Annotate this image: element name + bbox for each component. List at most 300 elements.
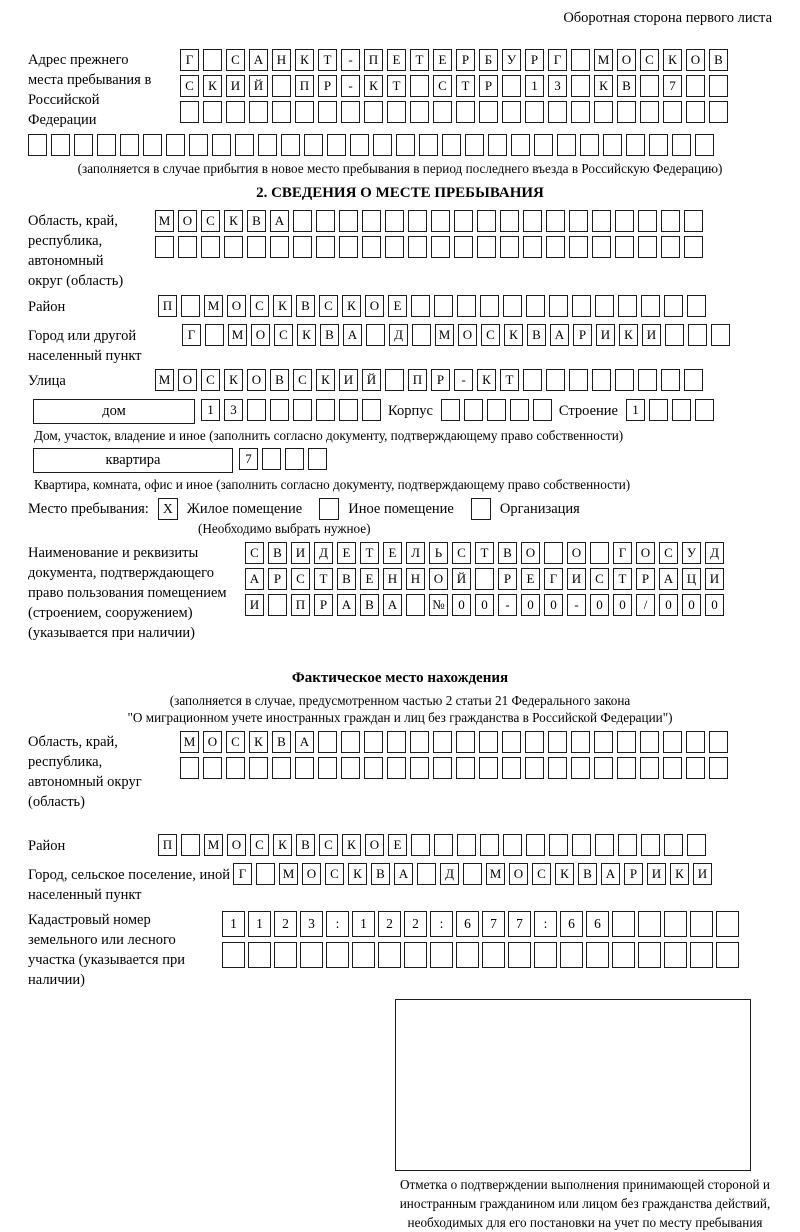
char-cell [695,134,714,156]
char-cell [456,757,475,779]
char-cell [387,731,406,753]
organization-checkbox [471,498,491,520]
char-cell [364,731,383,753]
char-cell [457,834,476,856]
char-cell: П [295,75,314,97]
char-cell: В [268,542,287,564]
char-cell [249,757,268,779]
char-cell [387,101,406,123]
char-cell [665,324,684,346]
char-cell [431,236,450,258]
other-premises-checkbox [319,498,339,520]
char-cell [684,236,703,258]
char-cell [406,594,425,616]
street-row [28,369,772,395]
char-cell: С [433,75,452,97]
char-cell: 6 [586,911,609,937]
cadastral-row-1 [222,911,772,942]
char-cell [281,134,300,156]
char-cell: О [365,834,384,856]
char-cell [592,369,611,391]
char-cell: - [341,49,360,71]
char-cell [686,101,705,123]
stroenie-label: Строение [558,403,618,419]
cadastral-row-2 [222,942,772,973]
char-cell [612,911,635,937]
char-cell [664,295,683,317]
char-cell [479,731,498,753]
char-cell: Т [410,49,429,71]
char-cell [580,134,599,156]
char-cell [595,295,614,317]
char-cell: А [245,568,264,590]
char-cell [308,448,327,470]
char-cell [592,210,611,232]
char-cell: И [245,594,264,616]
char-cell: П [158,295,177,317]
char-cell [709,757,728,779]
char-cell [441,399,460,421]
char-cell [274,942,297,968]
char-cell: А [550,324,569,346]
char-cell [569,210,588,232]
char-cell [212,134,231,156]
char-cell: М [279,863,298,885]
char-cell: 6 [560,911,583,937]
city-label: Город или другой населенный пункт [28,328,142,364]
char-cell [571,49,590,71]
char-cell [181,834,200,856]
char-cell: О [365,295,384,317]
char-cell [180,757,199,779]
char-cell [51,134,70,156]
char-cell [672,134,691,156]
char-cell [295,101,314,123]
char-cell [640,75,659,97]
char-cell [456,731,475,753]
char-cell [247,236,266,258]
char-cell [318,101,337,123]
char-cell [557,134,576,156]
char-cell: К [619,324,638,346]
char-cell [456,942,479,968]
char-cell [618,295,637,317]
char-cell: О [521,542,540,564]
char-cell [339,236,358,258]
char-cell: Р [268,568,287,590]
char-cell: О [203,731,222,753]
char-cell [341,757,360,779]
char-cell [615,210,634,232]
char-cell: И [642,324,661,346]
char-cell: С [319,295,338,317]
char-cell: 1 [201,399,220,421]
char-cell: С [640,49,659,71]
char-cell: К [224,210,243,232]
char-cell [687,834,706,856]
char-cell: Р [431,369,450,391]
char-cell: П [364,49,383,71]
char-cell: О [227,295,246,317]
char-cell: Р [636,568,655,590]
char-cell [549,295,568,317]
char-cell: П [291,594,310,616]
district3-row [28,834,772,860]
char-cell [510,399,529,421]
char-cell: О [429,568,448,590]
residential-option-label: Жилое помещение [186,500,303,517]
char-cell: Г [180,49,199,71]
other-premises-option-label: Иное помещение [348,500,454,517]
char-cell [268,594,287,616]
prev-address-row-2 [180,75,772,101]
house-caption: Дом, участок, владение и иное (заполнить согласно документу, подтверждающему право собственности) [34,428,624,443]
korpus-label: Корпус [388,403,433,419]
char-cell [201,236,220,258]
char-cell: 1 [352,911,375,937]
char-cell [595,834,614,856]
char-cell: Н [272,49,291,71]
char-cell [663,731,682,753]
char-cell [586,942,609,968]
char-cell [143,134,162,156]
char-cell: - [454,369,473,391]
char-cell [525,101,544,123]
char-cell [487,399,506,421]
street-cells [155,369,707,395]
char-cell: Е [387,49,406,71]
char-cell [203,101,222,123]
char-cell [638,942,661,968]
char-cell: Д [314,542,333,564]
char-cell [546,236,565,258]
char-cell: Т [360,542,379,564]
char-cell [548,757,567,779]
char-cell: С [590,568,609,590]
char-cell [304,134,323,156]
char-cell: Т [613,568,632,590]
char-cell [366,324,385,346]
char-cell [709,101,728,123]
char-cell [511,134,530,156]
char-cell [640,731,659,753]
char-cell [615,369,634,391]
char-cell [434,834,453,856]
char-cell: С [201,369,220,391]
char-cell: О [178,210,197,232]
char-cell [688,324,707,346]
char-cell [526,295,545,317]
char-cell [482,942,505,968]
char-cell [684,369,703,391]
char-cell [477,236,496,258]
char-cell [385,369,404,391]
char-cell: С [226,49,245,71]
char-cell: И [693,863,712,885]
char-cell: 7 [482,911,505,937]
char-cell: О [686,49,705,71]
stay-type-caption: (Необходимо выбрать нужное) [198,521,371,536]
char-cell: С [319,834,338,856]
district3-label: Район [28,838,66,854]
char-cell [411,295,430,317]
char-cell: К [364,75,383,97]
char-cell [28,134,47,156]
char-cell [412,324,431,346]
char-cell [569,236,588,258]
char-cell [480,834,499,856]
stay-type-row [28,498,772,520]
prev-address-row-4 [28,134,772,160]
region3-label: Область, край, республика, автономный округ (область) [28,734,142,810]
char-cell [120,134,139,156]
char-cell [503,834,522,856]
char-cell [433,101,452,123]
char-cell: Г [548,49,567,71]
char-cell [222,942,245,968]
char-cell [479,757,498,779]
prev-address-caption: (заполняется в случае прибытия в новое место пребывания в период последнего въезда в Российскую Федерацию) [77,161,723,176]
char-cell [235,134,254,156]
char-cell: : [430,911,453,937]
char-cell [571,101,590,123]
char-cell [641,834,660,856]
prev-address-row-3 [180,101,772,127]
char-cell: В [296,295,315,317]
char-cell: К [594,75,613,97]
char-cell: Р [525,49,544,71]
char-cell [341,101,360,123]
char-cell: С [250,295,269,317]
char-cell [502,101,521,123]
char-cell [617,757,636,779]
char-cell: Й [249,75,268,97]
char-cell [480,295,499,317]
char-cell [404,942,427,968]
page-note: Оборотная сторона первого листа [563,10,772,26]
char-cell: 2 [274,911,297,937]
char-cell: И [647,863,666,885]
char-cell [430,942,453,968]
char-cell [411,834,430,856]
char-cell [594,731,613,753]
region-block [28,210,772,292]
char-cell [594,757,613,779]
char-cell: И [567,568,586,590]
char-cell [362,210,381,232]
char-cell: 0 [590,594,609,616]
char-cell [477,210,496,232]
district-row [28,295,772,321]
char-cell [663,757,682,779]
city3-label: Город, сельское поселение, иной населенный пункт [28,867,231,903]
char-cell [649,399,668,421]
char-cell [526,834,545,856]
char-cell: 0 [475,594,494,616]
char-cell [626,134,645,156]
char-cell [618,834,637,856]
char-cell [572,834,591,856]
char-cell [189,134,208,156]
char-cell: Г [233,863,252,885]
actual-location-caption-1: (заполняется в случае, предусмотренном частью 2 статьи 21 Федерального закона [169,693,631,708]
char-cell [690,911,713,937]
region3-row-2 [180,757,772,783]
char-cell: Ь [429,542,448,564]
region-label: Область, край, республика, автономный округ (область) [28,213,124,289]
char-cell [434,295,453,317]
street-label: Улица [28,373,66,389]
char-cell [327,134,346,156]
char-cell: А [601,863,620,885]
char-cell: С [532,863,551,885]
char-cell [272,75,291,97]
char-cell [181,295,200,317]
char-cell [341,731,360,753]
char-cell [690,942,713,968]
char-cell: Г [182,324,201,346]
char-cell: Й [452,568,471,590]
char-cell [502,757,521,779]
char-cell [258,134,277,156]
char-cell: К [273,834,292,856]
char-cell: Т [314,568,333,590]
char-cell: О [302,863,321,885]
char-cell [663,101,682,123]
char-cell [638,369,657,391]
char-cell: Ц [682,568,701,590]
char-cell [640,101,659,123]
char-cell: К [203,75,222,97]
char-cell: С [659,542,678,564]
char-cell: А [249,49,268,71]
cadastral-block [28,909,772,993]
char-cell [571,731,590,753]
char-cell: 0 [659,594,678,616]
char-cell: Р [498,568,517,590]
char-cell: К [555,863,574,885]
char-cell [488,134,507,156]
section2-title: 2. СВЕДЕНИЯ О МЕСТЕ ПРЕБЫВАНИЯ [256,185,544,201]
char-cell [364,757,383,779]
char-cell: П [408,369,427,391]
char-cell [350,134,369,156]
char-cell [272,101,291,123]
char-cell: У [502,49,521,71]
char-cell: Б [479,49,498,71]
char-cell: 7 [508,911,531,937]
city-cells [182,324,734,350]
char-cell [465,134,484,156]
char-cell [672,399,691,421]
char-cell [387,757,406,779]
char-cell: С [452,542,471,564]
char-cell: К [342,834,361,856]
char-cell: В [498,542,517,564]
char-cell: 3 [548,75,567,97]
char-cell: М [155,369,174,391]
char-cell: О [636,542,655,564]
char-cell [256,863,275,885]
house-row [33,399,772,425]
char-cell [684,210,703,232]
char-cell: К [348,863,367,885]
char-cell [456,101,475,123]
char-cell: В [247,210,266,232]
char-cell [364,101,383,123]
char-cell [711,324,730,346]
char-cell [523,210,542,232]
char-cell: Е [388,834,407,856]
char-cell [318,757,337,779]
char-cell [664,834,683,856]
char-cell [316,210,335,232]
char-cell: Е [433,49,452,71]
char-cell: С [250,834,269,856]
char-cell: С [291,568,310,590]
char-cell [295,757,314,779]
char-cell: С [226,731,245,753]
char-cell [569,369,588,391]
char-cell [592,236,611,258]
char-cell: 3 [300,911,323,937]
char-cell: А [394,863,413,885]
char-cell [339,399,358,421]
actual-location-title: Фактическое место нахождения [291,670,509,686]
apartment-cells [239,448,331,474]
char-cell [617,101,636,123]
char-cell: Р [573,324,592,346]
char-cell [385,236,404,258]
char-cell: 0 [705,594,724,616]
char-cell: К [663,49,682,71]
char-cell [316,399,335,421]
char-cell [226,757,245,779]
char-cell: - [567,594,586,616]
char-cell: А [337,594,356,616]
char-cell: 6 [456,911,479,937]
char-cell [326,942,349,968]
char-cell [352,942,375,968]
apartment-caption: Квартира, комната, офис и иное (заполнить согласно документу, подтверждающему право собственности) [34,477,631,492]
char-cell: Г [613,542,632,564]
char-cell [318,731,337,753]
char-cell: В [320,324,339,346]
char-cell: С [245,542,264,564]
char-cell: Е [383,542,402,564]
char-cell [442,134,461,156]
char-cell: К [504,324,523,346]
char-cell: 0 [521,594,540,616]
char-cell [544,542,563,564]
char-cell: О [567,542,586,564]
char-cell [502,731,521,753]
char-cell [649,134,668,156]
char-cell [362,236,381,258]
char-cell: : [326,911,349,937]
prev-address-block [28,49,772,131]
char-cell: 0 [452,594,471,616]
char-cell [97,134,116,156]
char-cell: А [343,324,362,346]
char-cell: В [709,49,728,71]
char-cell: Г [544,568,563,590]
char-cell [408,236,427,258]
char-cell: Р [314,594,333,616]
char-cell [247,399,266,421]
char-cell: С [180,75,199,97]
char-cell: 1 [248,911,271,937]
